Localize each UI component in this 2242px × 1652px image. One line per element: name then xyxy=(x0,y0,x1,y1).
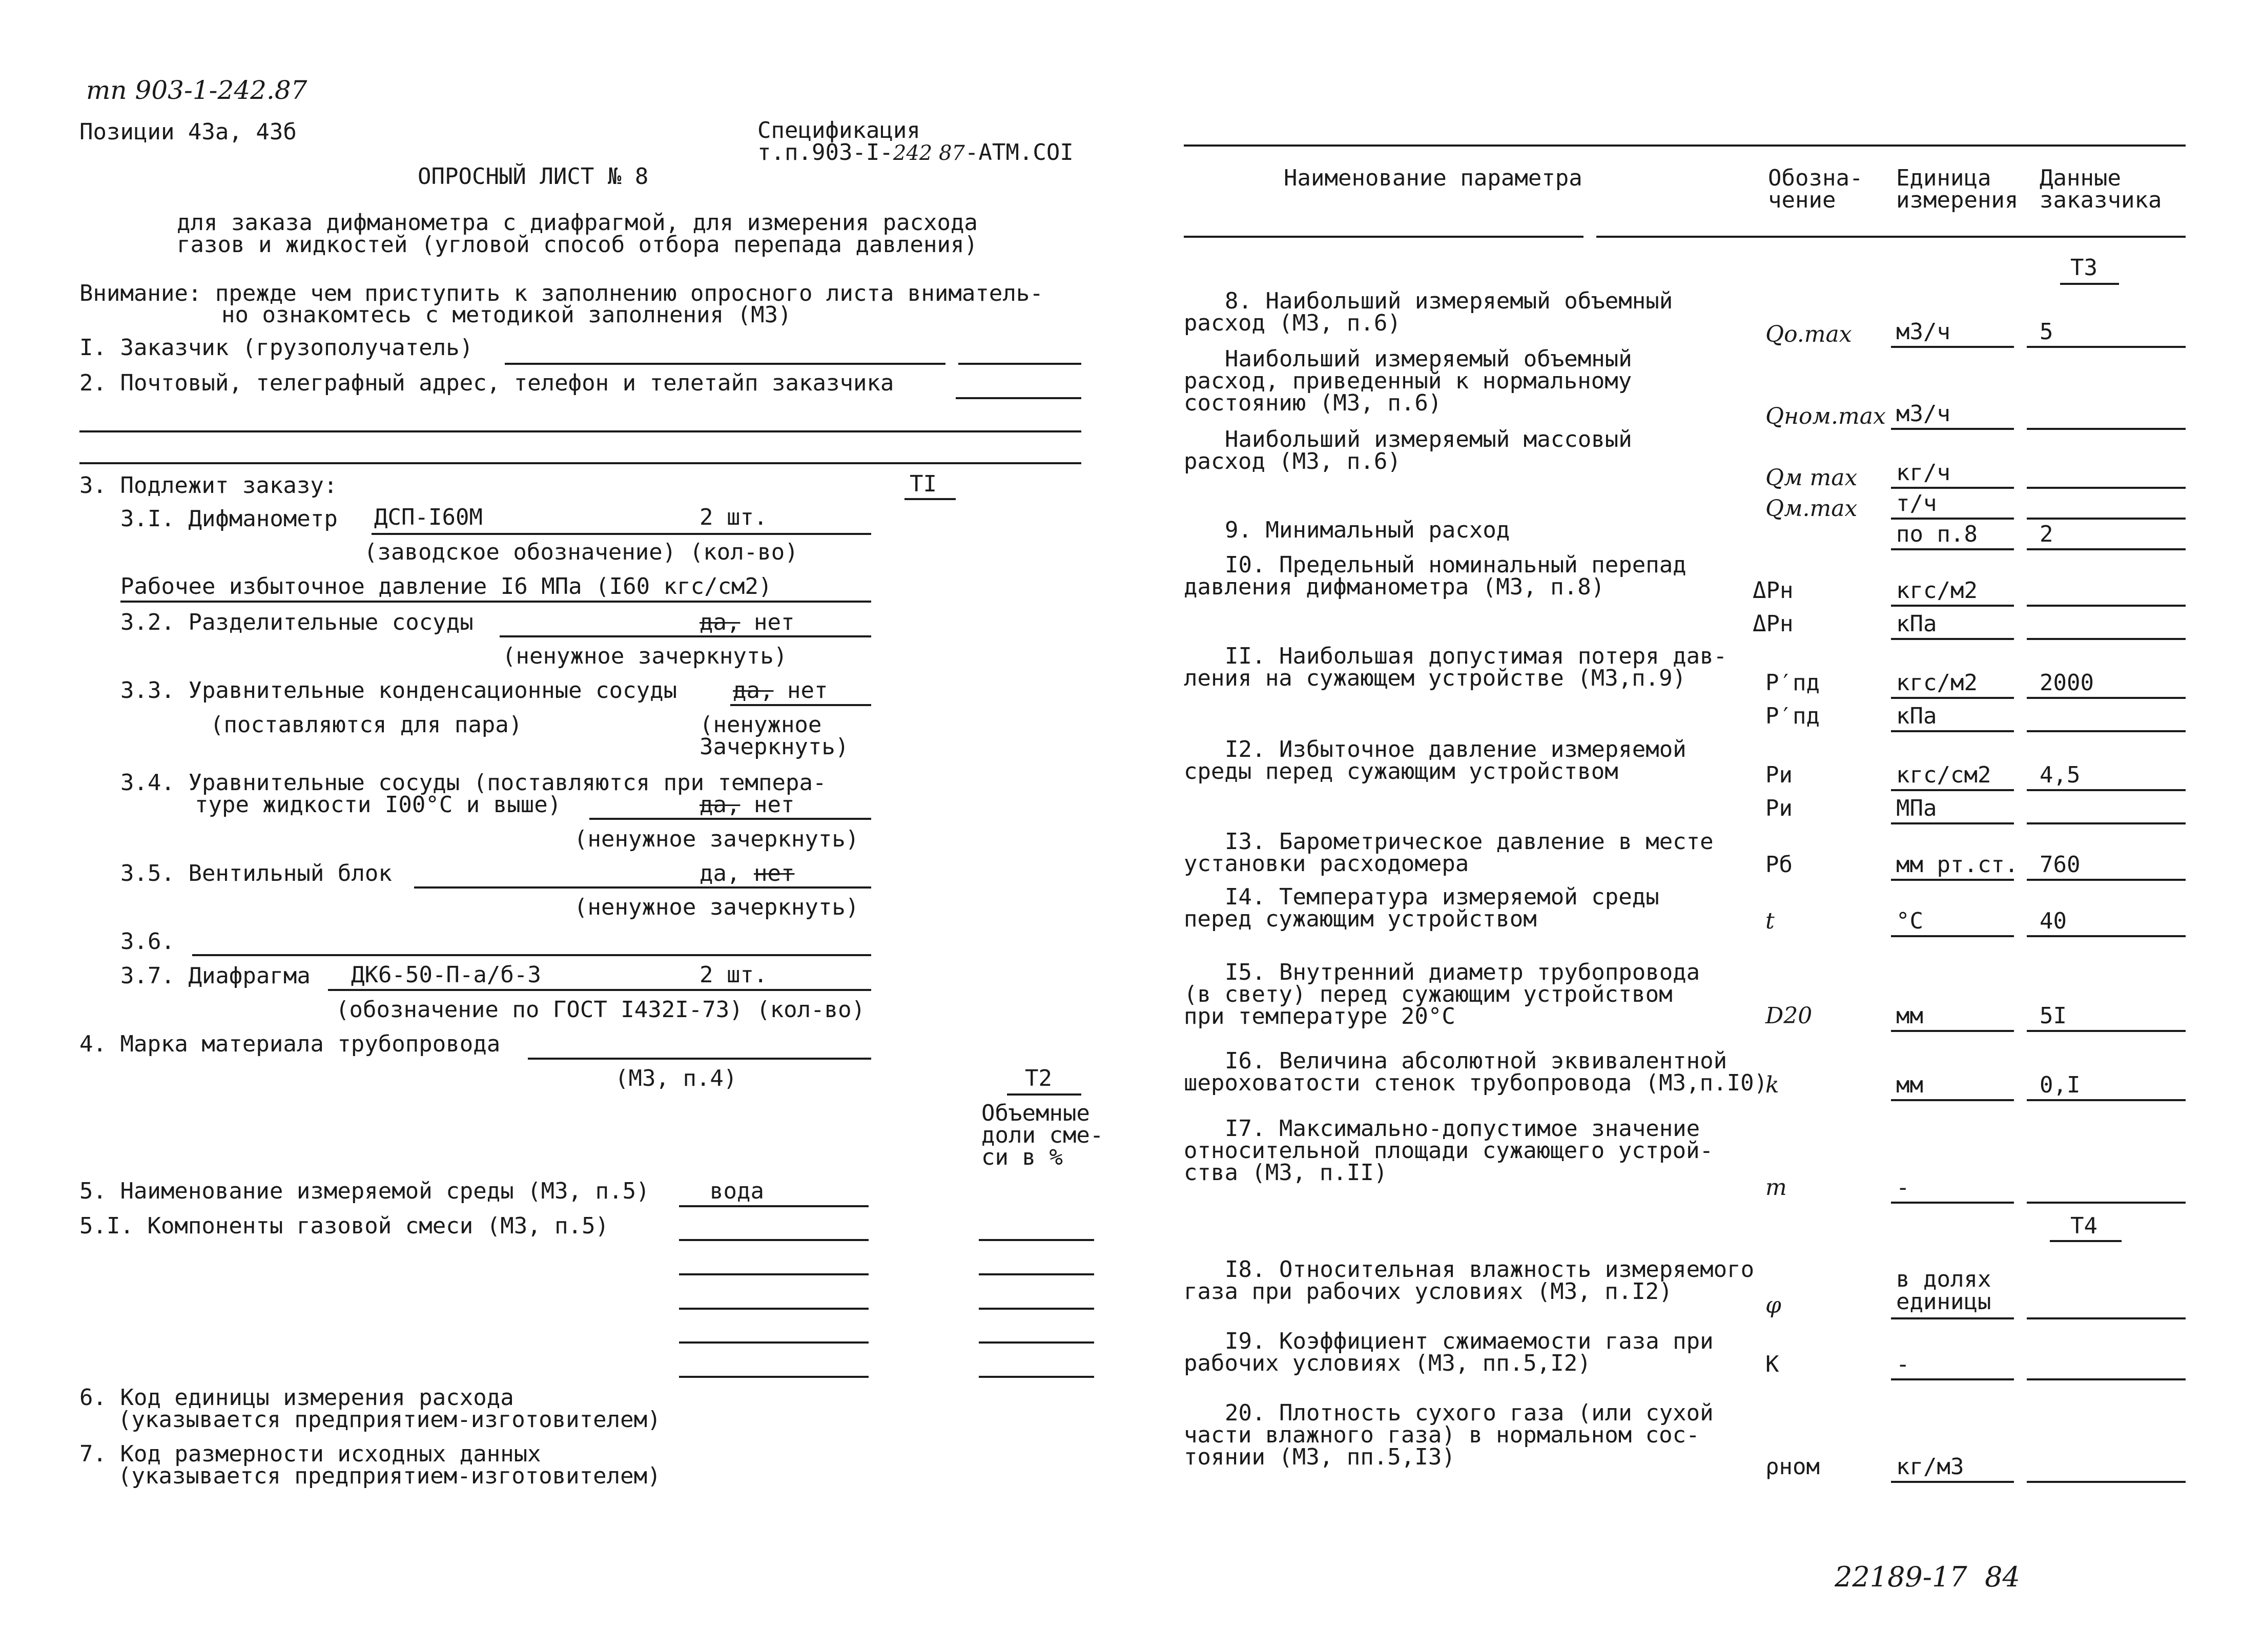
param-2-unit: м3/ч xyxy=(1896,401,1950,427)
item-3-4-options: да, нет xyxy=(700,792,795,818)
item-3-4-cross-note: (ненужное зачеркнуть) xyxy=(574,826,859,852)
param-8-value-field xyxy=(2027,697,2186,699)
param-13-text-line: перед сужающим устройством xyxy=(1184,906,1537,932)
param-18-text-line: рабочих условиях (МЗ, пп.5,I2) xyxy=(1184,1350,1591,1376)
param-18-designation: K xyxy=(1765,1351,1779,1377)
item-3-2-field xyxy=(500,635,871,637)
item-3-3-options: да, нет xyxy=(733,677,828,704)
param-19-text-line: 20. Плотность сухого газа (или сухой xyxy=(1225,1400,1714,1426)
item-6-line-2: (указывается предприятием-изготовителем) xyxy=(118,1407,661,1433)
param-17-value-field xyxy=(2027,1317,2186,1319)
subtitle-line-1: для заказа дифманометра с диафрагмой, для измерения расхода xyxy=(177,210,978,236)
param-3-unit-field xyxy=(1891,487,2014,489)
param-7-value-field xyxy=(2027,638,2186,640)
param-1-unit-field xyxy=(1891,346,2014,348)
item-3-1-caption: (заводское обозначение) (кол-во) xyxy=(364,539,798,565)
item-3-3-cross-1: (ненужное xyxy=(700,712,822,738)
work-pressure-underline xyxy=(120,601,871,603)
item-3-5-options: да, нет xyxy=(700,860,795,886)
param-6-value-field xyxy=(2027,605,2186,607)
param-8-unit-field xyxy=(1891,697,2014,699)
item-7-line-1: 7. Код размерности исходных данных xyxy=(79,1441,541,1467)
item-3-4-line-1: 3.4. Уравнительные сосуды (поставляются при темпера- xyxy=(120,770,827,796)
item-2-field-line-2 xyxy=(79,430,1081,432)
param-17-text-line: I8. Относительная влажность измеряемого xyxy=(1225,1256,1755,1283)
item-3-3-note: (поставляются для пара) xyxy=(210,712,523,738)
t2-note-2: доли сме- xyxy=(981,1122,1104,1148)
spec-label: Спецификация xyxy=(757,117,920,143)
param-19-unit-field xyxy=(1891,1481,2014,1483)
param-9-value-field xyxy=(2027,730,2186,732)
param-2-designation: Qном.max xyxy=(1765,403,1886,429)
param-17-unit: в долях единицы xyxy=(1896,1266,1991,1315)
table-header-rule-2 xyxy=(1596,236,2186,238)
param-18-unit-field xyxy=(1891,1378,2014,1380)
param-18-value-field xyxy=(2027,1378,2186,1380)
param-19-designation: ρном xyxy=(1765,1454,1820,1480)
param-10-designation: Pи xyxy=(1765,762,1793,788)
param-19-value-field xyxy=(2027,1481,2186,1483)
item-3-5-field xyxy=(414,886,871,889)
table-t4-label: T4 xyxy=(2070,1213,2097,1239)
param-12-text-line: установки расходомера xyxy=(1184,851,1469,877)
item-3-3-field xyxy=(730,704,871,706)
param-1-text-line: 8. Наибольший измеряемый объемный xyxy=(1225,288,1673,314)
header-designation-1: Обозна- xyxy=(1768,165,1863,191)
gas-component-field-2 xyxy=(679,1273,869,1275)
param-2-text-line: Наибольший измеряемый объемный xyxy=(1225,346,1632,372)
param-4-unit-field xyxy=(1891,518,2014,520)
gas-fraction-field-1 xyxy=(979,1239,1094,1241)
param-1-designation: Qo.max xyxy=(1765,321,1852,347)
item-3-5-label: 3.5. Вентильный блок xyxy=(120,860,392,886)
item-1-label: I. Заказчик (грузополучатель) xyxy=(79,335,474,361)
positions-label: Позиции 43а, 43б xyxy=(79,119,297,145)
param-10-text-line: I2. Избыточное давление измеряемой xyxy=(1225,736,1686,762)
param-3-designation: Qм max xyxy=(1765,465,1858,491)
param-12-unit-field xyxy=(1891,879,2014,881)
param-14-text-line: (в свету) перед сужающим устройством xyxy=(1184,981,1673,1007)
param-5-unit: по п.8 xyxy=(1896,521,1978,547)
item-3-7-caption: (обозначение по ГОСТ I432I-73) (кол-во) xyxy=(336,997,866,1023)
page-title: ОПРОСНЫЙ ЛИСТ № 8 xyxy=(418,163,649,190)
item-2-label: 2. Почтовый, телеграфный адрес, телефон и телетайп заказчика xyxy=(79,370,894,396)
param-15-value-field xyxy=(2027,1099,2186,1101)
subtitle-line-2: газов и жидкостей (угловой способ отбора перепада давления) xyxy=(177,232,978,258)
item-4-ref: (МЗ, п.4) xyxy=(615,1065,737,1091)
gas-component-field-3 xyxy=(679,1308,869,1310)
work-pressure: Рабочее избыточное давление I6 МПа (I60 кгс/см2) xyxy=(120,573,772,600)
param-11-unit-field xyxy=(1891,822,2014,824)
param-19-text-line: части влажного газа) в нормальном сос- xyxy=(1184,1422,1700,1448)
header-designation-2: чение xyxy=(1768,187,1836,213)
param-3-text-line: Наибольший измеряемый массовый xyxy=(1225,426,1632,452)
item-2-field xyxy=(956,397,1081,399)
item-1-field-end xyxy=(958,363,1081,365)
param-2-value-field xyxy=(2027,428,2186,430)
param-13-unit: °С xyxy=(1896,908,1923,934)
item-3-7-qty: 2 шт. xyxy=(700,962,768,988)
param-5-text-line: 9. Минимальный расход xyxy=(1225,517,1510,543)
param-5-value-field xyxy=(2027,548,2186,550)
param-17-designation: φ xyxy=(1765,1292,1781,1318)
param-8-value: 2000 xyxy=(2040,670,2094,696)
param-2-text-line: расход, приведенный к нормальному xyxy=(1184,368,1632,394)
param-10-value-field xyxy=(2027,789,2186,791)
param-15-value: 0,I xyxy=(2040,1072,2081,1098)
param-14-value-field xyxy=(2027,1030,2186,1032)
param-10-text-line: среды перед сужающим устройством xyxy=(1184,758,1618,784)
param-16-designation: m xyxy=(1765,1174,1787,1201)
item-3-7-value: ДК6-50-П-а/б-3 xyxy=(351,962,541,988)
table-header-rule-1 xyxy=(1184,236,1583,238)
item-3-5-cross-note: (ненужное зачеркнуть) xyxy=(574,894,859,920)
item-3-7-field xyxy=(328,989,871,991)
param-13-value: 40 xyxy=(2040,908,2067,934)
t2-note-1: Объемные xyxy=(981,1100,1090,1126)
param-12-unit: мм рт.ст. xyxy=(1896,852,2019,878)
param-8-unit: кгс/м2 xyxy=(1896,670,1978,696)
param-9-designation: P′пд xyxy=(1765,703,1820,729)
param-6-text-line: I0. Предельный номинальный перепад xyxy=(1225,552,1686,578)
param-8-designation: P′пд xyxy=(1765,670,1820,696)
gas-fraction-field-3 xyxy=(979,1308,1094,1310)
param-7-unit-field xyxy=(1891,638,2014,640)
header-data-1: Данные xyxy=(2040,165,2121,191)
param-6-unit-field xyxy=(1891,605,2014,607)
table-t1-underline xyxy=(904,498,956,500)
param-4-value-field xyxy=(2027,518,2186,520)
param-14-unit: мм xyxy=(1896,1003,1923,1029)
item-4-field xyxy=(528,1058,871,1060)
param-7-unit: кПа xyxy=(1896,611,1937,637)
param-14-unit-field xyxy=(1891,1030,2014,1032)
item-3-6-label: 3.6. xyxy=(120,928,175,955)
gas-component-field-4 xyxy=(679,1341,869,1344)
param-1-unit: м3/ч xyxy=(1896,319,1950,345)
param-13-designation: t xyxy=(1765,908,1775,934)
item-3-4-line-2: туре жидкости I00°С и выше) xyxy=(195,792,562,818)
param-9-unit: кПа xyxy=(1896,703,1937,729)
param-8-text-line: II. Наибольшая допустимая потеря дав- xyxy=(1225,643,1727,669)
param-4-unit: т/ч xyxy=(1896,490,1937,517)
item-3-3-cross-2: Зачеркнуть) xyxy=(700,734,849,760)
item-3-7-label: 3.7. Диафрагма xyxy=(120,963,311,989)
param-14-text-line: I5. Внутренний диаметр трубопровода xyxy=(1225,959,1700,985)
handwritten-doc-number: тп 903-1-242.87 xyxy=(86,75,307,105)
param-12-value-field xyxy=(2027,879,2186,881)
param-5-value: 2 xyxy=(2040,521,2053,547)
param-14-designation: D20 xyxy=(1765,1003,1813,1029)
param-13-unit-field xyxy=(1891,935,2014,937)
header-unit-2: измерения xyxy=(1896,187,2019,213)
param-15-text-line: шероховатости стенок трубопровода (МЗ,п.I0) xyxy=(1184,1070,1768,1096)
item-3-3-label: 3.3. Уравнительные конденсационные сосуды xyxy=(120,677,677,704)
param-6-designation: ΔPн xyxy=(1753,577,1794,604)
param-3-value-field xyxy=(2027,487,2186,489)
item-3-2-options: да, нет xyxy=(700,609,795,635)
notice-line-2: но ознакомтесь с методикой заполнения (МЗ) xyxy=(221,302,792,328)
table-top-rule xyxy=(1184,144,2186,147)
param-16-value-field xyxy=(2027,1202,2186,1204)
param-1-value: 5 xyxy=(2040,319,2053,345)
param-10-value: 4,5 xyxy=(2040,762,2081,788)
table-t3-label: T3 xyxy=(2070,255,2097,281)
param-14-text-line: при температуре 20°С xyxy=(1184,1003,1455,1029)
table-t4-underline xyxy=(2050,1240,2122,1242)
table-t1-label: TI xyxy=(910,471,937,497)
item-6-line-1: 6. Код единицы измерения расхода xyxy=(79,1385,514,1411)
param-10-unit: кгс/см2 xyxy=(1896,762,1991,788)
item-2-field-line-3 xyxy=(79,462,1081,464)
param-19-unit: кг/м3 xyxy=(1896,1454,1964,1480)
param-15-designation: k xyxy=(1765,1072,1779,1098)
param-12-designation: Pб xyxy=(1765,852,1793,878)
item-7-line-2: (указывается предприятием-изготовителем) xyxy=(118,1463,661,1489)
header-unit-1: Единица xyxy=(1896,165,1991,191)
table-t2-underline xyxy=(1007,1093,1081,1096)
param-9-unit-field xyxy=(1891,730,2014,732)
param-16-unit-field xyxy=(1891,1202,2014,1204)
gas-component-field-1 xyxy=(679,1239,869,1241)
item-3-1-qty: 2 шт. xyxy=(700,504,768,530)
gas-component-field-5 xyxy=(679,1376,869,1378)
param-11-value-field xyxy=(2027,822,2186,824)
param-11-designation: Pи xyxy=(1765,795,1793,821)
param-12-text-line: I3. Барометрическое давление в месте xyxy=(1225,829,1714,855)
spec-code: т.п.903-I-242 87-АТМ.СОI xyxy=(757,139,1074,166)
param-16-unit: - xyxy=(1896,1174,1910,1201)
param-10-unit-field xyxy=(1891,789,2014,791)
param-15-text-line: I6. Величина абсолютной эквивалентной xyxy=(1225,1048,1727,1074)
gas-fraction-field-5 xyxy=(979,1376,1094,1378)
param-2-text-line: состоянию (МЗ, п.6) xyxy=(1184,390,1442,416)
param-6-unit: кгс/м2 xyxy=(1896,577,1978,604)
param-3-unit: кг/ч xyxy=(1896,460,1950,486)
param-13-text-line: I4. Температура измеряемой среды xyxy=(1225,884,1659,910)
table-t3-underline xyxy=(2060,283,2119,285)
item-3-1-label: 3.I. Дифманометр xyxy=(120,506,338,532)
param-8-text-line: ления на сужающем устройстве (МЗ,п.9) xyxy=(1184,665,1686,691)
param-16-text-line: I7. Максимально-допустимое значение xyxy=(1225,1116,1700,1142)
item-1-field xyxy=(505,363,945,365)
param-1-value-field xyxy=(2027,346,2186,348)
param-5-unit-field xyxy=(1891,548,2014,550)
item-3-2-cross-note: (ненужное зачеркнуть) xyxy=(502,643,788,669)
param-16-text-line: относительной площади сужающего устрой- xyxy=(1184,1138,1714,1164)
param-18-unit: - xyxy=(1896,1351,1910,1377)
param-4-designation: Qм.max xyxy=(1765,495,1858,522)
item-3-label: 3. Подлежит заказу: xyxy=(79,472,338,499)
param-13-value-field xyxy=(2027,935,2186,937)
param-16-text-line: ства (МЗ, п.II) xyxy=(1184,1160,1388,1186)
header-name: Наименование параметра xyxy=(1284,165,1582,191)
param-7-designation: ΔPн xyxy=(1753,611,1794,637)
param-12-value: 760 xyxy=(2040,852,2081,878)
param-15-unit: мм xyxy=(1896,1072,1923,1098)
item-3-4-field xyxy=(589,818,871,820)
item-5-1-label: 5.I. Компоненты газовой смеси (МЗ, п.5) xyxy=(79,1213,609,1239)
param-17-unit-field xyxy=(1891,1317,2014,1319)
item-5-label: 5. Наименование измеряемой среды (МЗ, п.5) xyxy=(79,1178,650,1204)
param-15-unit-field xyxy=(1891,1099,2014,1101)
handwritten-footer-number: 22189-17 84 xyxy=(1835,1561,2020,1593)
t2-note-3: си в % xyxy=(981,1144,1063,1170)
gas-fraction-field-2 xyxy=(979,1273,1094,1275)
item-3-1-field xyxy=(372,533,871,535)
param-19-text-line: тоянии (МЗ, пп.5,I3) xyxy=(1184,1444,1455,1470)
param-1-text-line: расход (МЗ, п.6) xyxy=(1184,310,1401,336)
item-3-6-field xyxy=(192,954,871,956)
table-t2-label: T2 xyxy=(1025,1065,1052,1091)
param-2-unit-field xyxy=(1891,428,2014,430)
item-3-1-value: ДСП-I60М xyxy=(374,504,483,530)
param-6-text-line: давления дифманометра (МЗ, п.8) xyxy=(1184,574,1605,600)
item-4-label: 4. Марка материала трубопровода xyxy=(79,1031,501,1057)
item-3-2-label: 3.2. Разделительные сосуды xyxy=(120,609,474,635)
header-data-2: заказчика xyxy=(2040,187,2162,213)
gas-fraction-field-4 xyxy=(979,1341,1094,1344)
param-14-value: 5I xyxy=(2040,1003,2067,1029)
param-3-text-line: расход (МЗ, п.6) xyxy=(1184,448,1401,474)
param-11-unit: МПа xyxy=(1896,795,1937,821)
notice-line-1: Внимание: прежде чем приступить к заполнению опросного листа вниматель- xyxy=(79,280,1043,306)
item-5-field xyxy=(679,1205,869,1207)
param-18-text-line: I9. Коэффициент сжимаемости газа при xyxy=(1225,1328,1714,1354)
param-17-text-line: газа при рабочих условиях (МЗ, п.I2) xyxy=(1184,1278,1673,1305)
item-5-value: вода xyxy=(710,1178,764,1204)
